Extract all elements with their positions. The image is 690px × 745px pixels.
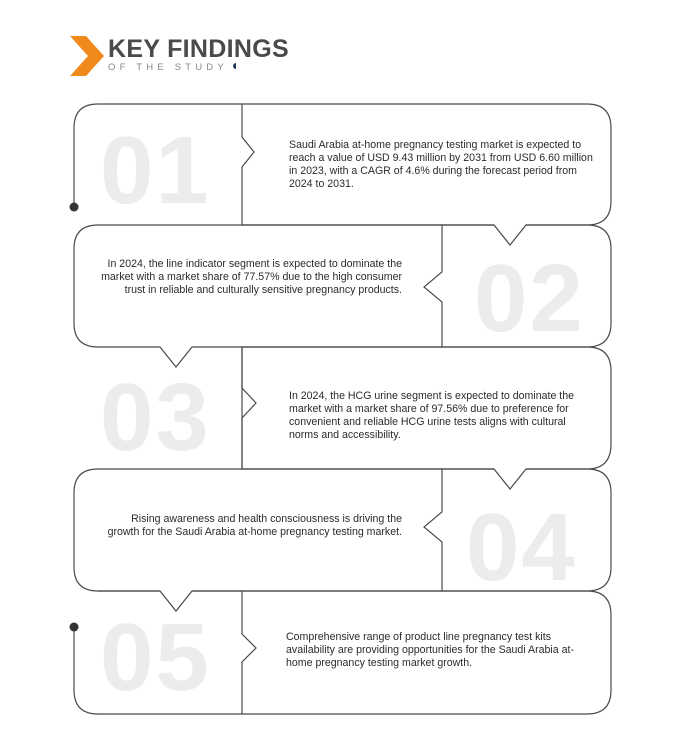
finding-text-2: In 2024, the line indicator segment is expected to dominate the market with a market share of 77.57% due to the high consumer trust in reliable and culturally sensitive pregnancy products. [101, 258, 402, 296]
page-subtitle: OF THE STUDY [108, 62, 239, 74]
timeline-dot-bottom [70, 623, 79, 632]
finding-number-1: 01 [100, 117, 211, 224]
finding-number-5: 05 [100, 604, 211, 711]
finding-box-4 [74, 469, 442, 611]
page-title: KEY FINDINGS [108, 35, 289, 63]
finding-number-4: 04 [466, 494, 577, 601]
timeline-dot-top [70, 203, 79, 212]
finding-text-5: Comprehensive range of product line pregnancy test kits availability are providing opportunities for the Saudi Arabia at-home pregnancy testing market growth. [286, 631, 574, 669]
finding-text-3: In 2024, the HCG urine segment is expected to dominate the market with a market share of 97.56% due to preference for convenient and reliable HCG urine tests aligns with cultural norms and accessibility. [289, 390, 575, 441]
finding-number-3: 03 [100, 364, 211, 471]
finding-number-2: 02 [474, 245, 585, 352]
finding-text-4: Rising awareness and health consciousness is driving the growth for the Saudi Arabia at-home pregnancy testing market. [107, 513, 402, 538]
finding-text-1: Saudi Arabia at-home pregnancy testing market is expected to reach a value of USD 9.43 million by 2031 from USD 6.60 million in 2023, with a CAGR of 4.6% during the forecast period from 2024 to 2031. [289, 139, 593, 190]
